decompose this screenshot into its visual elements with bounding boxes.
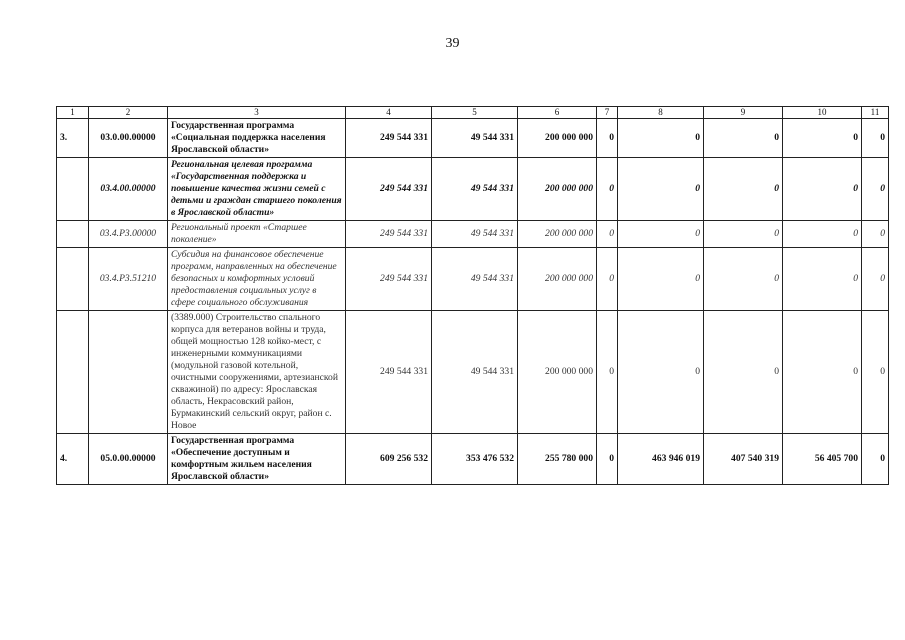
program-name: Региональная целевая программа «Государственная поддержка и повышение качества жизни семей с детьми и граждан старшего поколения в Ярославской области» xyxy=(168,158,346,221)
budget-code xyxy=(89,311,168,434)
amount-cell: 49 544 331 xyxy=(432,248,518,311)
table-row xyxy=(57,311,889,434)
amount-cell: 463 946 019 xyxy=(618,433,704,484)
amount-cell: 0 xyxy=(597,119,618,158)
budget-code: 03.4.P3.00000 xyxy=(89,221,168,248)
amount-cell: 0 xyxy=(862,221,889,248)
row-index xyxy=(57,221,89,248)
amount-cell: 200 000 000 xyxy=(518,158,597,221)
program-name: (3389.000) Строительство спального корпуса для ветеранов войны и труда, общей мощностью 128 койко-мест, с инженерными коммуникациями (модульной газовой котельной, очистными сооружениями, артезианской скважиной) по адресу: Ярославская область, Некрасовский район, Бурмакинский сельский округ, район с. Новое xyxy=(168,311,346,434)
amount-cell: 49 544 331 xyxy=(432,158,518,221)
table-header-row xyxy=(57,107,889,119)
row-index: 3. xyxy=(57,119,89,158)
table-row xyxy=(57,221,889,248)
amount-cell: 0 xyxy=(704,311,783,434)
amount-cell: 0 xyxy=(597,311,618,434)
column-header: 10 xyxy=(783,107,862,119)
amount-cell: 0 xyxy=(618,248,704,311)
amount-cell: 0 xyxy=(597,433,618,484)
amount-cell: 353 476 532 xyxy=(432,433,518,484)
program-name: Государственная программа «Социальная поддержка населения Ярославской области» xyxy=(168,119,346,158)
amount-cell: 49 544 331 xyxy=(432,221,518,248)
program-name: Региональный проект «Старшее поколение» xyxy=(168,221,346,248)
amount-cell: 0 xyxy=(597,221,618,248)
column-header: 7 xyxy=(597,107,618,119)
amount-cell: 200 000 000 xyxy=(518,119,597,158)
amount-cell: 0 xyxy=(618,119,704,158)
amount-cell: 255 780 000 xyxy=(518,433,597,484)
amount-cell: 0 xyxy=(597,248,618,311)
column-header: 3 xyxy=(168,107,346,119)
table-row xyxy=(57,433,889,484)
amount-cell: 200 000 000 xyxy=(518,221,597,248)
amount-cell: 0 xyxy=(783,248,862,311)
amount-cell: 0 xyxy=(862,433,889,484)
amount-cell: 0 xyxy=(783,221,862,248)
amount-cell: 0 xyxy=(704,158,783,221)
amount-cell: 200 000 000 xyxy=(518,311,597,434)
column-header: 4 xyxy=(346,107,432,119)
table-row xyxy=(57,158,889,221)
column-header: 1 xyxy=(57,107,89,119)
amount-cell: 0 xyxy=(783,119,862,158)
budget-code: 03.4.00.00000 xyxy=(89,158,168,221)
amount-cell: 0 xyxy=(783,158,862,221)
amount-cell: 0 xyxy=(704,221,783,248)
amount-cell: 200 000 000 xyxy=(518,248,597,311)
amount-cell: 609 256 532 xyxy=(346,433,432,484)
row-index xyxy=(57,311,89,434)
row-index xyxy=(57,158,89,221)
amount-cell: 249 544 331 xyxy=(346,248,432,311)
amount-cell: 49 544 331 xyxy=(432,311,518,434)
column-header: 9 xyxy=(704,107,783,119)
row-index: 4. xyxy=(57,433,89,484)
amount-cell: 0 xyxy=(862,248,889,311)
row-index xyxy=(57,248,89,311)
amount-cell: 0 xyxy=(704,119,783,158)
column-header: 5 xyxy=(432,107,518,119)
amount-cell: 407 540 319 xyxy=(704,433,783,484)
program-name: Субсидия на финансовое обеспечение программ, направленных на обеспечение безопасных и комфортных условий предоставления социальных услуг в сфере социального обслуживания xyxy=(168,248,346,311)
budget-code: 03.0.00.00000 xyxy=(89,119,168,158)
amount-cell: 249 544 331 xyxy=(346,311,432,434)
table-row xyxy=(57,248,889,311)
budget-table xyxy=(56,106,889,485)
column-header: 11 xyxy=(862,107,889,119)
page-number: 39 xyxy=(445,36,460,51)
amount-cell: 0 xyxy=(618,158,704,221)
column-header: 6 xyxy=(518,107,597,119)
budget-code: 05.0.00.00000 xyxy=(89,433,168,484)
amount-cell: 56 405 700 xyxy=(783,433,862,484)
column-header: 8 xyxy=(618,107,704,119)
budget-code: 03.4.P3.51210 xyxy=(89,248,168,311)
amount-cell: 249 544 331 xyxy=(346,158,432,221)
amount-cell: 0 xyxy=(862,311,889,434)
amount-cell: 0 xyxy=(618,221,704,248)
amount-cell: 0 xyxy=(862,119,889,158)
amount-cell: 0 xyxy=(618,311,704,434)
amount-cell: 0 xyxy=(704,248,783,311)
amount-cell: 49 544 331 xyxy=(432,119,518,158)
table-row xyxy=(57,119,889,158)
amount-cell: 0 xyxy=(783,311,862,434)
amount-cell: 249 544 331 xyxy=(346,119,432,158)
program-name: Государственная программа «Обеспечение доступным и комфортным жильем населения Ярославской области» xyxy=(168,433,346,484)
amount-cell: 0 xyxy=(597,158,618,221)
amount-cell: 249 544 331 xyxy=(346,221,432,248)
amount-cell: 0 xyxy=(862,158,889,221)
column-header: 2 xyxy=(89,107,168,119)
